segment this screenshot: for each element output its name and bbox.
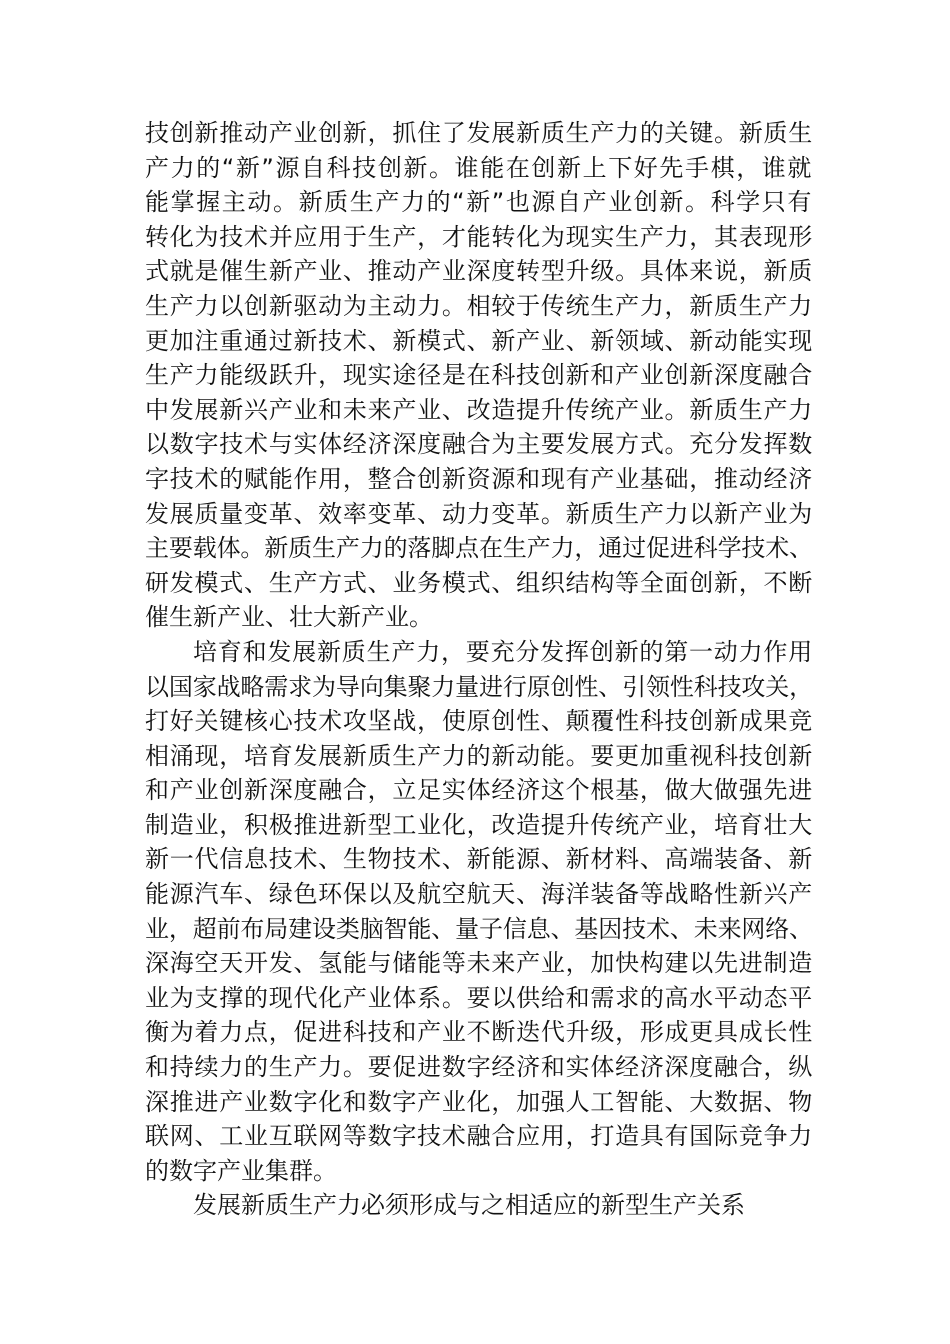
text-line: 产力的“新”源自科技创新。谁能在创新上下好先手棋，谁就 bbox=[145, 153, 813, 182]
text-line: 打好关键核心技术攻坚战，使原创性、颠覆性科技创新成果竞 bbox=[145, 707, 813, 736]
text-line: 中发展新兴产业和未来产业、改造提升传统产业。新质生产力 bbox=[145, 395, 813, 424]
text-line: 主要载体。新质生产力的落脚点在生产力，通过促进科学技术、 bbox=[145, 534, 813, 563]
text-line: 技创新推动产业创新，抓住了发展新质生产力的关键。新质生 bbox=[145, 119, 813, 147]
text-line: 和产业创新深度融合，立足实体经济这个根基，做大做强先进 bbox=[145, 776, 813, 805]
text-line: 研发模式、生产方式、业务模式、组织结构等全面创新，不断 bbox=[145, 568, 813, 597]
text-line: 更加注重通过新技术、新模式、新产业、新领域、新动能实现 bbox=[145, 326, 813, 355]
paragraph-first-line: 培育和发展新质生产力，要充分发挥创新的第一动力作用 bbox=[193, 637, 813, 666]
text-line: 生产力能级跃升，现实途径是在科技创新和产业创新深度融合 bbox=[145, 361, 813, 390]
text-line: 衡为着力点，促进科技和产业不断迭代升级，形成更具成长性 bbox=[145, 1018, 813, 1047]
text-line: 业为支撑的现代化产业体系。要以供给和需求的高水平动态平 bbox=[145, 983, 813, 1012]
body-text bbox=[145, 116, 813, 1223]
text-line: 式就是催生新产业、推动产业深度转型升级。具体来说，新质 bbox=[145, 257, 813, 286]
text-line: 新一代信息技术、生物技术、新能源、新材料、高端装备、新 bbox=[145, 845, 813, 874]
text-line: 的数字产业集群。 bbox=[145, 1156, 337, 1185]
text-line: 转化为技术并应用于生产，才能转化为现实生产力，其表现形 bbox=[145, 222, 813, 251]
text-line: 以数字技术与实体经济深度融合为主要发展方式。充分发挥数 bbox=[145, 430, 813, 459]
text-line: 深海空天开发、氢能与储能等未来产业，加快构建以先进制造 bbox=[145, 949, 813, 978]
text-line: 相涌现，培育发展新质生产力的新动能。要更加重视科技创新 bbox=[145, 741, 813, 770]
text-line: 能掌握主动。新质生产力的“新”也源自产业创新。科学只有 bbox=[145, 188, 813, 217]
text-line: 生产力以创新驱动为主动力。相较于传统生产力，新质生产力 bbox=[145, 291, 813, 320]
text-line: 字技术的赋能作用，整合创新资源和现有产业基础，推动经济 bbox=[145, 464, 813, 493]
text-line: 联网、工业互联网等数字技术融合应用，打造具有国际竞争力 bbox=[145, 1122, 813, 1151]
text-line: 深推进产业数字化和数字产业化，加强人工智能、大数据、物 bbox=[145, 1087, 813, 1116]
paragraph-first-line: 发展新质生产力必须形成与之相适应的新型生产关系 bbox=[193, 1191, 745, 1220]
text-line: 和持续力的生产力。要促进数字经济和实体经济深度融合，纵 bbox=[145, 1053, 813, 1082]
text-line: 发展质量变革、效率变革、动力变革。新质生产力以新产业为 bbox=[145, 499, 813, 528]
text-line: 能源汽车、绿色环保以及航空航天、海洋装备等战略性新兴产 bbox=[145, 880, 813, 909]
text-line: 催生新产业、壮大新产业。 bbox=[145, 603, 433, 632]
text-line: 制造业，积极推进新型工业化，改造提升传统产业，培育壮大 bbox=[145, 810, 813, 839]
text-line: 业，超前布局建设类脑智能、量子信息、基因技术、未来网络、 bbox=[145, 914, 813, 943]
text-line: 以国家战略需求为导向集聚力量进行原创性、引领性科技攻关， bbox=[145, 672, 813, 701]
